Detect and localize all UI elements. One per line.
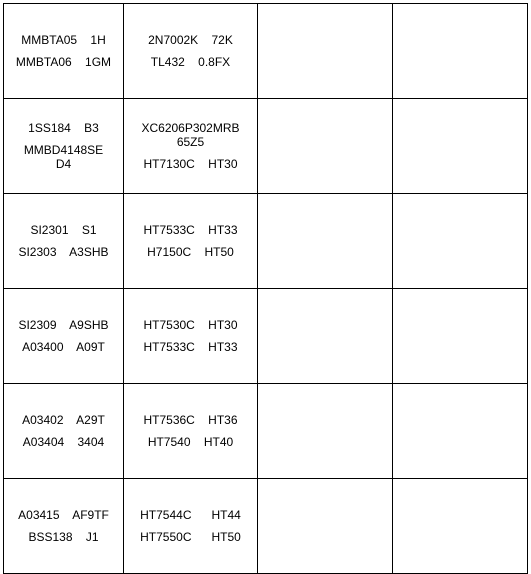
empty-cell [393, 4, 528, 99]
table-cell [124, 479, 258, 574]
table-cell [124, 194, 258, 289]
table-cell [4, 4, 124, 99]
part-entry: BSS138 J1 [28, 530, 99, 544]
part-entry: HT7533C HT33 [143, 223, 238, 237]
empty-cell [258, 384, 393, 479]
part-entry: HT7540 HT40 [147, 435, 234, 449]
part-entry: HT7544C HT44 [140, 508, 241, 522]
part-entry: HT7130C HT30 [143, 157, 238, 171]
part-entry: A03400 A09T [22, 340, 105, 354]
table-cell [4, 384, 124, 479]
part-entry: MMBD4148SE D4 [23, 143, 104, 171]
table-row [4, 194, 528, 289]
empty-cell [258, 479, 393, 574]
part-entry: SI2303 A3SHB [18, 245, 109, 259]
empty-cell [258, 289, 393, 384]
part-entry: HT7536C HT36 [143, 413, 238, 427]
table-cell [4, 289, 124, 384]
part-entry: HT7550C HT50 [140, 530, 241, 544]
part-entry: XC6206P302MRB 65Z5 [141, 121, 240, 149]
table-row [4, 289, 528, 384]
part-entry: A03402 A29T [22, 413, 105, 427]
table-row [4, 384, 528, 479]
part-entry: MMBTA05 1H [21, 33, 106, 47]
part-entry: HT7530C HT30 [143, 318, 238, 332]
table-cell [124, 289, 258, 384]
part-entry: 1SS184 B3 [28, 121, 99, 135]
empty-cell [258, 99, 393, 194]
table-cell [124, 384, 258, 479]
part-entry: A03415 AF9TF [18, 508, 109, 522]
empty-cell [393, 289, 528, 384]
table-row [4, 99, 528, 194]
part-entry: A03404 3404 [22, 435, 105, 449]
empty-cell [393, 99, 528, 194]
part-entry: MMBTA06 1GM [15, 55, 112, 69]
table-row [4, 479, 528, 574]
empty-cell [258, 4, 393, 99]
part-entry: SI2309 A9SHB [18, 318, 109, 332]
empty-cell [393, 194, 528, 289]
parts-marking-table [3, 3, 528, 574]
table-cell [124, 99, 258, 194]
table-cell [4, 99, 124, 194]
table-cell [4, 194, 124, 289]
table-cell [124, 4, 258, 99]
table-cell [4, 479, 124, 574]
part-entry: TL432 0.8FX [150, 55, 231, 69]
part-entry: H7150C HT50 [147, 245, 234, 259]
part-entry: SI2301 S1 [30, 223, 97, 237]
table-row [4, 4, 528, 99]
part-entry: HT7533C HT33 [143, 340, 238, 354]
empty-cell [393, 384, 528, 479]
empty-cell [393, 479, 528, 574]
empty-cell [258, 194, 393, 289]
part-entry: 2N7002K 72K [148, 33, 233, 47]
